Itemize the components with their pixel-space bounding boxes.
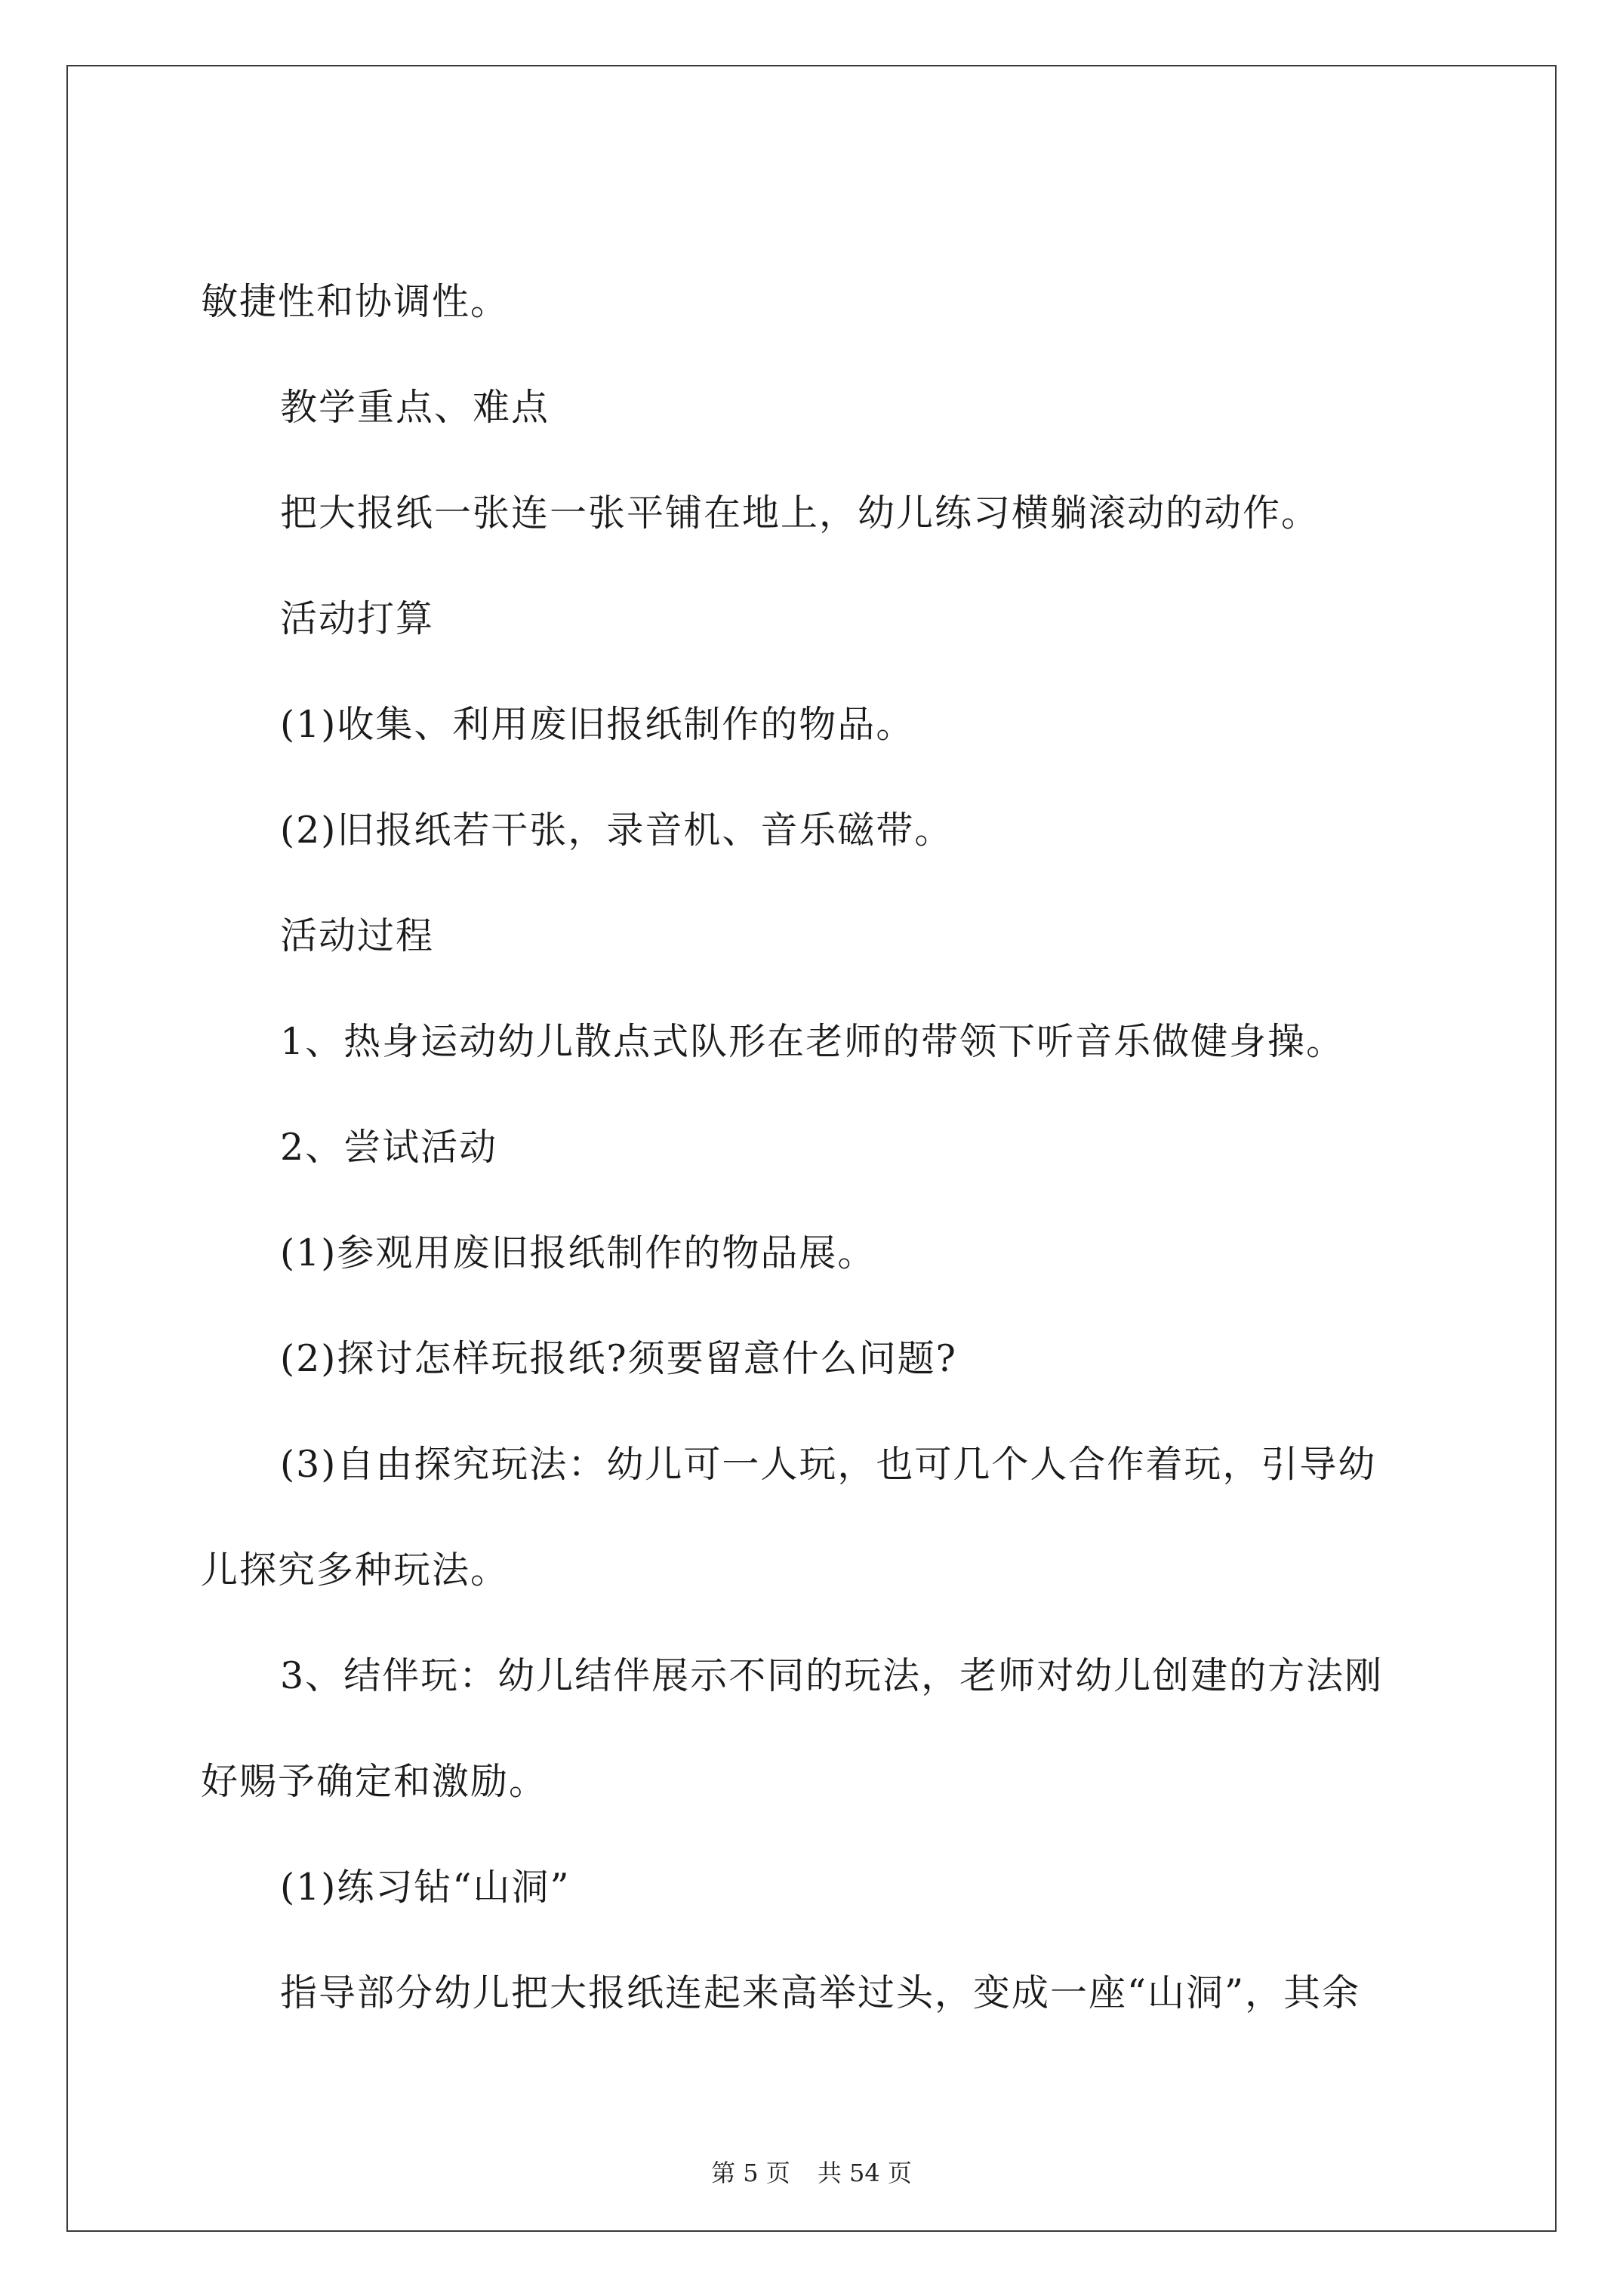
paragraph-line: 敏捷性和协调性。 (201, 280, 510, 323)
paragraph-line: (1)收集、利用废旧报纸制作的物品。 (280, 703, 915, 746)
paragraph-line: 儿探究多种玩法。 (201, 1549, 510, 1592)
paragraph-line: (1)参观用废旧报纸制作的物品展。 (280, 1231, 876, 1274)
paragraph-line: 好赐予确定和激励。 (201, 1760, 548, 1803)
document-body (68, 66, 1555, 2230)
paragraph-line: 把大报纸一张连一张平铺在地上，幼儿练习横躺滚动的动作。 (280, 492, 1320, 535)
paragraph-line: (1)练习钻“山洞” (280, 1866, 571, 1909)
page-number: 第 5 页 (711, 2159, 790, 2187)
total-pages: 共 54 页 (817, 2159, 912, 2187)
section-heading: 教学重点、难点 (280, 386, 550, 429)
paragraph-line: 1、热身运动幼儿散点式队形在老师的带领下听音乐做健身操。 (280, 1020, 1345, 1063)
section-heading: 活动过程 (280, 914, 435, 957)
page-footer (68, 2158, 1555, 2188)
paragraph-line: (3)自由探究玩法：幼儿可一人玩，也可几个人合作着玩，引导幼 (280, 1443, 1377, 1486)
section-heading: 活动打算 (280, 597, 435, 640)
paragraph-line: 2、尝试活动 (280, 1126, 498, 1169)
paragraph-line: (2)探讨怎样玩报纸?须要留意什么问题? (280, 1337, 957, 1380)
paragraph-line: 指导部分幼儿把大报纸连起来高举过头，变成一座“山洞”，其余 (280, 1971, 1361, 2014)
page-frame (66, 65, 1557, 2232)
paragraph-line: 3、结伴玩：幼儿结伴展示不同的玩法，老师对幼儿创建的方法刚 (280, 1654, 1384, 1697)
paragraph-line: (2)旧报纸若干张，录音机、音乐磁带。 (280, 809, 953, 852)
